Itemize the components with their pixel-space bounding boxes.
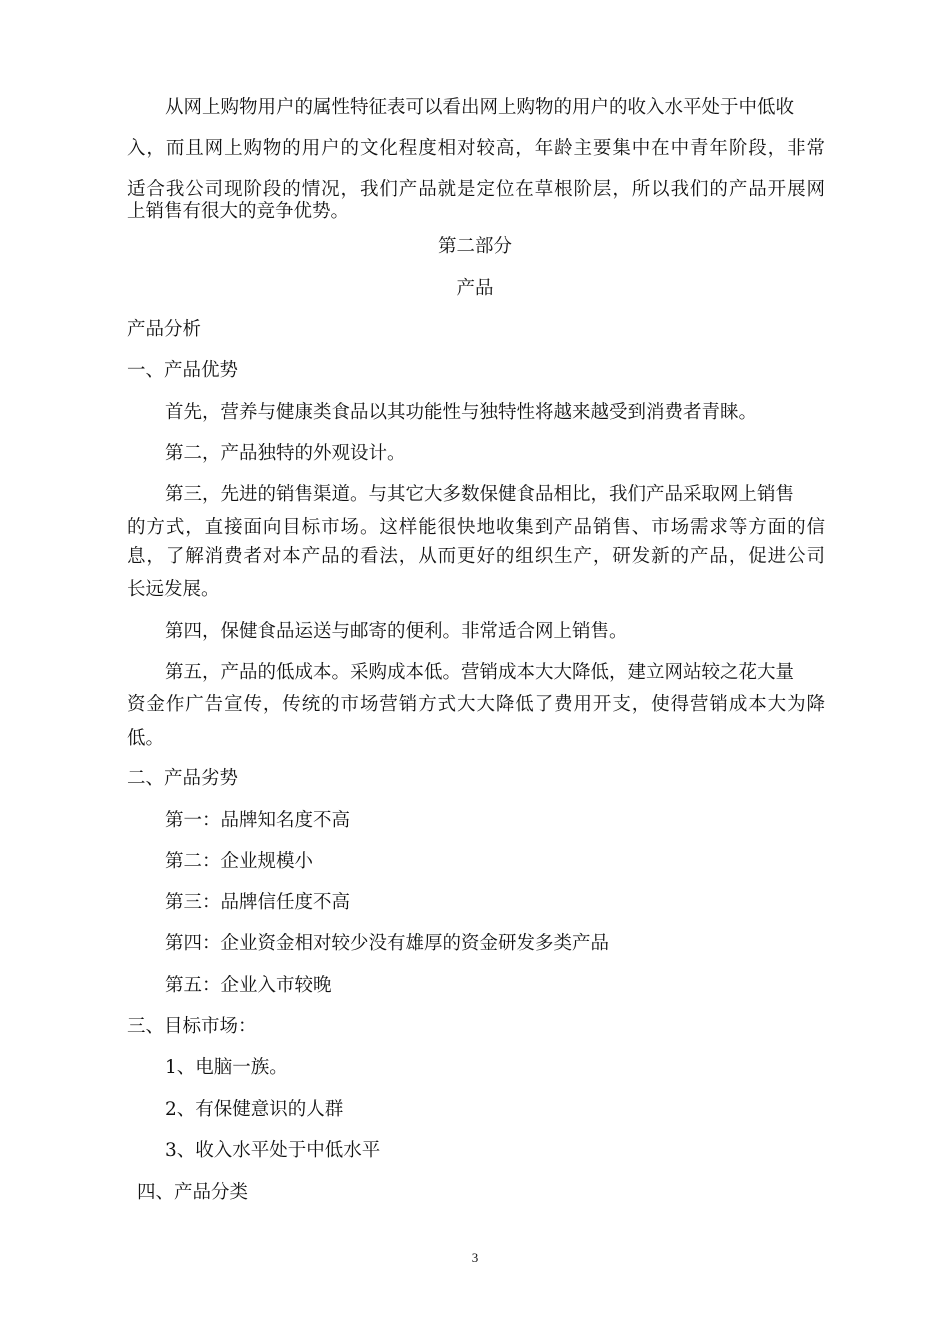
disadvantage-heading: 二、产品劣势 xyxy=(127,768,239,789)
advantage-item-3-line-1: 第三，先进的销售渠道。与其它大多数保健食品相比，我们产品采取网上销售 xyxy=(165,484,795,505)
target-market-heading: 三、目标市场： xyxy=(127,1016,257,1037)
intro-line-3: 适合我公司现阶段的情况，我们产品就是定位在草根阶层，所以我们的产品开展网 xyxy=(127,179,825,200)
disadvantage-item: 第四：企业资金相对较少没有雄厚的资金研发多类产品 xyxy=(165,933,610,954)
target-market-item: 1、电脑一族。 xyxy=(165,1057,288,1078)
disadvantage-item: 第二：企业规模小 xyxy=(165,851,314,872)
advantage-item-5-line-3: 低。 xyxy=(127,728,165,749)
part-title: 第二部分 xyxy=(437,236,512,257)
intro-line-2: 入，而且网上购物的用户的文化程度相对较高，年龄主要集中在中青年阶段，非常 xyxy=(127,138,825,159)
advantage-item-3-line-4: 长远发展。 xyxy=(127,579,220,600)
advantage-item-5-line-2: 资金作广告宣传，传统的市场营销方式大大降低了费用开支，使得营销成本大为降 xyxy=(127,694,825,715)
disadvantage-item: 第五：企业入市较晚 xyxy=(165,975,332,996)
section-heading: 产品分析 xyxy=(127,319,202,340)
category-heading: 四、产品分类 xyxy=(137,1182,249,1203)
part-subtitle: 产品 xyxy=(456,278,494,299)
intro-line-4: 上销售有很大的竞争优势。 xyxy=(127,201,350,222)
advantage-item-2: 第二，产品独特的外观设计。 xyxy=(165,443,406,464)
disadvantage-item: 第一：品牌知名度不高 xyxy=(165,810,351,831)
disadvantage-item: 第三：品牌信任度不高 xyxy=(165,892,351,913)
advantage-item-1: 首先，营养与健康类食品以其功能性与独特性将越来越受到消费者青睐。 xyxy=(165,402,758,423)
advantage-item-3-line-3: 息，了解消费者对本产品的看法，从而更好的组织生产，研发新的产品，促进公司 xyxy=(127,546,825,567)
advantage-heading: 一、产品优势 xyxy=(127,360,239,381)
target-market-item: 2、有保健意识的人群 xyxy=(165,1099,344,1120)
target-market-item: 3、收入水平处于中低水平 xyxy=(165,1140,381,1161)
intro-line-1: 从网上购物用户的属性特征表可以看出网上购物的用户的收入水平处于中低收 xyxy=(165,97,795,118)
advantage-item-4: 第四，保健食品运送与邮寄的便利。非常适合网上销售。 xyxy=(165,621,628,642)
advantage-item-5-line-1: 第五，产品的低成本。采购成本低。营销成本大大降低，建立网站较之花大量 xyxy=(165,662,795,683)
advantage-item-3-line-2: 的方式，直接面向目标市场。这样能很快地收集到产品销售、市场需求等方面的信 xyxy=(127,517,825,538)
page-number: 3 xyxy=(471,1250,479,1265)
